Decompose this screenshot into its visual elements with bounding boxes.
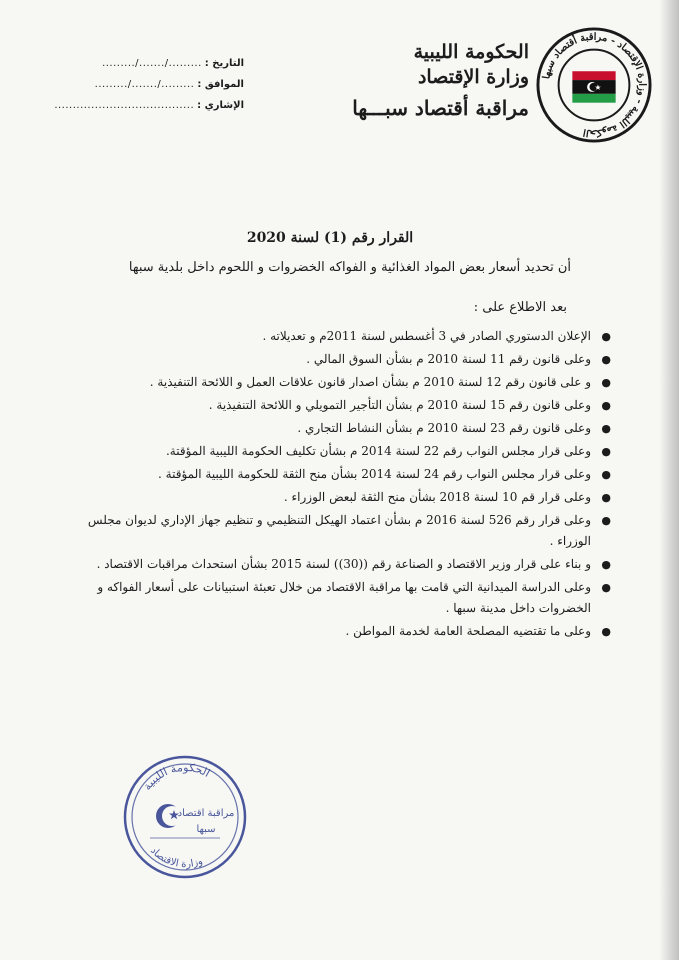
legal-basis-list — [51, 326, 611, 644]
list-item: ● وعلى قرار مجلس النواب رقم 24 لسنة 2014 بشأن منح الثقة للحكومة الليبية المؤقتة . — [51, 464, 591, 485]
ministry-seal-logo — [535, 26, 653, 144]
svg-text:مراقبة اقتصاد: مراقبة اقتصاد — [177, 808, 235, 819]
bullet-icon: ● — [601, 330, 611, 343]
svg-text:سبها: سبها — [196, 824, 216, 835]
corresponding-date-label: الموافق : — [197, 79, 244, 90]
svg-text:وزارة الاقتصاد: وزارة الاقتصاد — [148, 845, 205, 871]
reference-block — [44, 58, 244, 121]
list-item: ● وعلى ما تقتضيه المصلحة العامة لخدمة المواطن . — [51, 621, 591, 642]
reference-value: ...................................... — [54, 100, 195, 111]
list-item: ● وعلى الدراسة الميدانية التي قامت بها مراقبة الاقتصاد من خلال تعبئة استبيانات على أسعار الفواكه و الخضروات داخل مدينة سبها . — [51, 577, 591, 619]
bullet-icon: ● — [601, 376, 611, 389]
corresponding-date-value: ........./......./......... — [94, 79, 195, 90]
bullet-icon: ● — [601, 491, 611, 504]
bullet-icon: ● — [601, 514, 611, 527]
list-item: ● وعلى قانون رقم 23 لسنة 2010 م بشأن النشاط التجاري . — [51, 418, 591, 439]
list-item: ● وعلى قرار مجلس النواب رقم 22 لسنة 2014 م بشأن تكليف الحكومة الليبية المؤقتة. — [51, 441, 591, 462]
svg-text:الحكومة الليبية - وزارة الإقتص: الحكومة الليبية - وزارة الإقتصاد - مراقبة أقتصاد سبها — [541, 31, 648, 139]
official-stamp — [120, 752, 250, 882]
bullet-icon: ● — [601, 468, 611, 481]
list-item: ● وعلى قانون رقم 11 لسنة 2010 م بشأن السوق المالي . — [51, 349, 591, 370]
corresponding-date-row — [44, 79, 244, 100]
decision-subject: أن تحديد أسعار بعض المواد الغذائية و الفواكه الخضروات و اللحوم داخل بلدية سبها — [128, 260, 571, 275]
reference-row — [44, 100, 244, 121]
letterhead — [289, 40, 529, 124]
list-item: ● وعلى قرار رقم 526 لسنة 2016 م بشأن اعتماد الهيكل التنظيمي و تنظيم جهاز الإداري لديوان مجلس الوزراء . — [51, 510, 591, 552]
date-label: التاريخ : — [204, 58, 244, 69]
svg-text:الحكومة الليبية: الحكومة الليبية — [140, 760, 213, 793]
bullet-icon: ● — [601, 581, 611, 594]
page-edge-shadow — [659, 0, 679, 960]
reference-label: الإشاري : — [197, 100, 244, 111]
bullet-icon: ● — [601, 445, 611, 458]
ministry-name: وزارة الإقتصاد — [417, 66, 529, 88]
bullet-icon: ● — [601, 558, 611, 571]
list-item: ● الإعلان الدستوري الصادر في 3 أغسطس لسنة 2011م و تعديلاته . — [51, 326, 591, 347]
bullet-icon: ● — [601, 353, 611, 366]
list-item: ● وعلى قرار قم 10 لسنة 2018 بشأن منح الثقة لبعض الوزراء . — [51, 487, 591, 508]
preamble-heading: بعد الاطلاع على : — [473, 300, 567, 315]
date-value: ........./......./......... — [102, 58, 202, 69]
government-name: الحكومة الليبية — [413, 41, 529, 63]
date-row — [44, 58, 244, 79]
list-item: ● و بناء على قرار وزير الاقتصاد و الصناعة رقم ((30)) لسنة 2015 بشأن استحداث مراقبات الاقتصاد . — [51, 554, 591, 575]
list-item: ● وعلى قانون رقم 15 لسنة 2010 م بشأن التأجير التمويلي و اللائحة التنفيذية . — [51, 395, 591, 416]
bullet-icon: ● — [601, 399, 611, 412]
bullet-icon: ● — [601, 625, 611, 638]
list-item: ● و على قانون رقم 12 لسنة 2010 م بشأن اصدار قانون علاقات العمل و اللائحة التنفيذية . — [51, 372, 591, 393]
office-name: مراقبة أقتصاد سبـــها — [352, 96, 529, 120]
bullet-icon: ● — [601, 422, 611, 435]
decision-title: القرار رقم (1) لسنة 2020 — [246, 230, 414, 246]
